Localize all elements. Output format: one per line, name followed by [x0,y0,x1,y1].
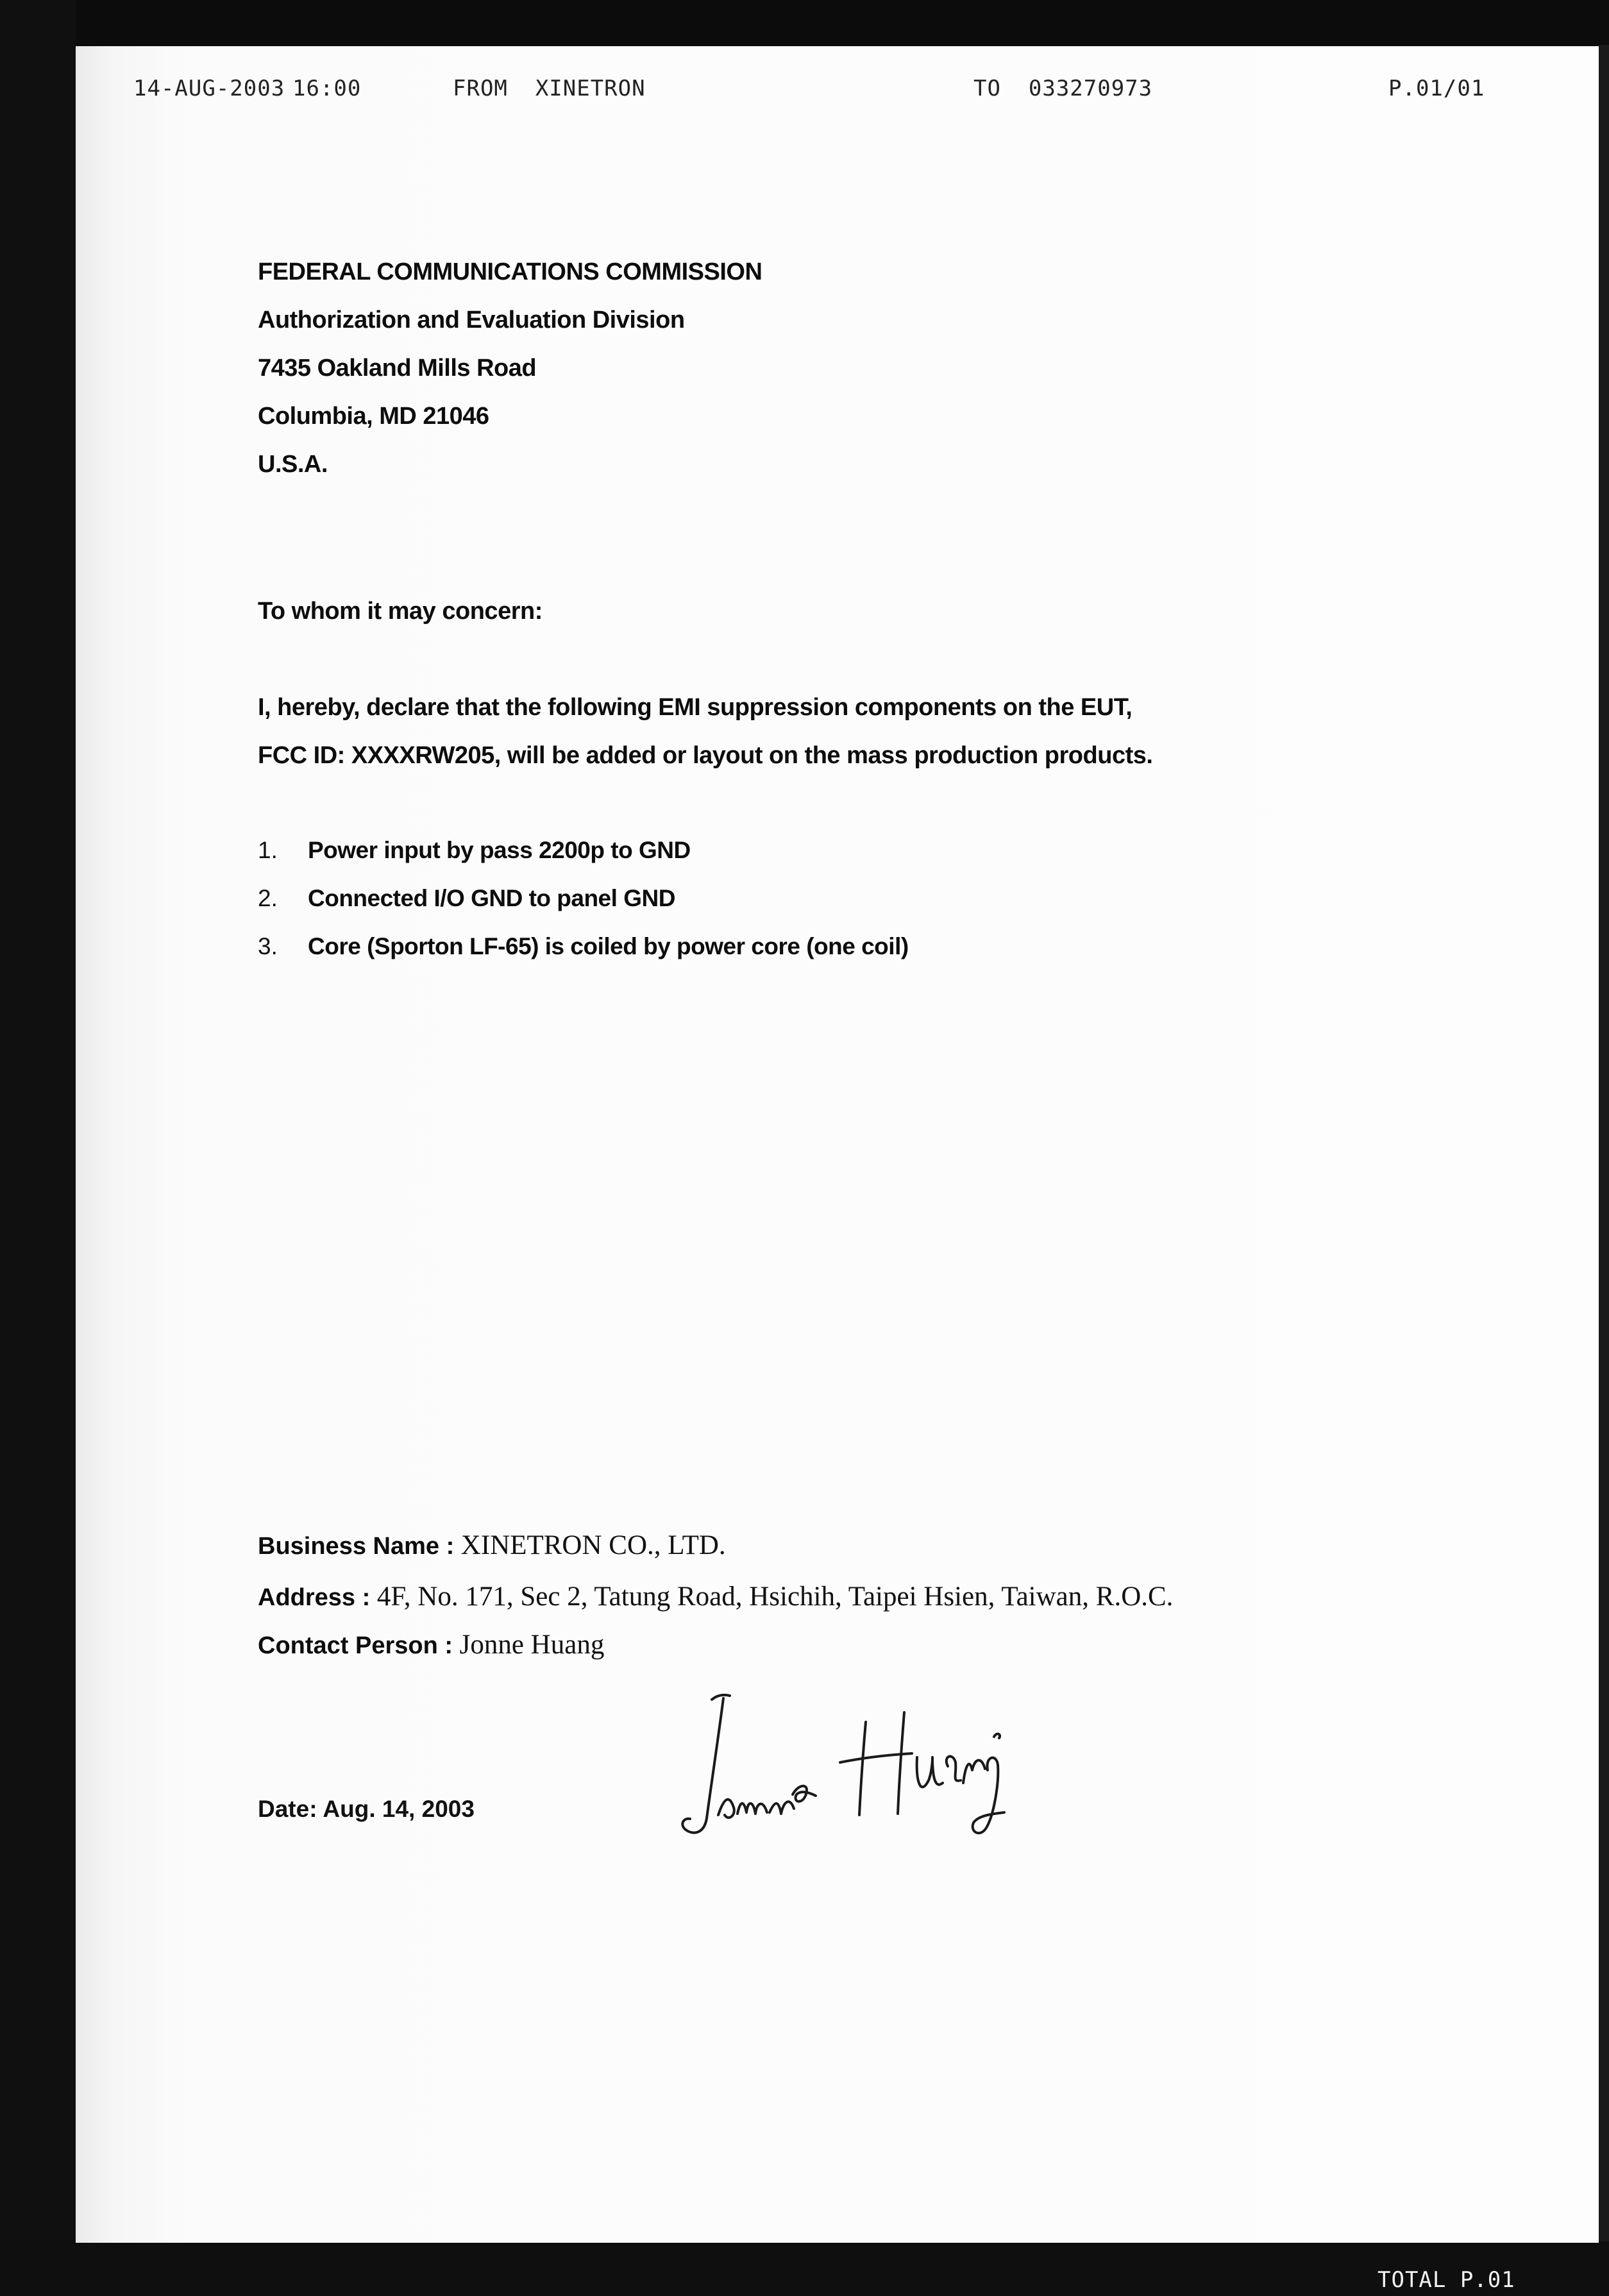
fax-total-pages: TOTAL P.01 [1377,2267,1515,2293]
contact-value: Jonne Huang [459,1630,605,1660]
scan-border-left [0,0,76,2296]
body-line-1: I, hereby, declare that the following EMI suppression components on the EUT, [258,694,1133,721]
fax-page-number: P.01/01 [1388,76,1485,101]
list-item-3-number: 3. [258,933,278,959]
contact-row [258,1629,604,1660]
list-item-2-number: 2. [258,885,278,911]
list-item-1-number: 1. [258,837,278,863]
addressee-org: FEDERAL COMMUNICATIONS COMMISSION [258,258,762,285]
contact-label: Contact Person : [258,1632,460,1659]
address-value: 4F, No. 171, Sec 2, Tatung Road, Hsichih, Taipei Hsien, Taiwan, R.O.C. [376,1582,1174,1612]
business-name-label: Business Name : [258,1533,461,1560]
address-label: Address : [258,1584,377,1611]
addressee-city: Columbia, MD 21046 [258,403,489,430]
date-line: Date: Aug. 14, 2003 [258,1796,475,1822]
business-name-row [258,1530,726,1561]
list-item-1-text: Power input by pass 2200p to GND [308,837,691,863]
addressee-street: 7435 Oakland Mills Road [258,355,537,382]
salutation: To whom it may concern: [258,598,543,625]
business-name-value: XINETRON CO., LTD. [460,1530,726,1560]
addressee-country: U.S.A. [258,451,328,478]
scan-border-right [1599,45,1609,2296]
addressee-division: Authorization and Evaluation Division [258,307,685,333]
signature [673,1687,1084,1853]
fax-time: 16:00 [292,76,362,101]
list-item-3-text: Core (Sporton LF-65) is coiled by power core (one coil) [308,933,909,959]
fax-date: 14-AUG-2003 [133,76,285,101]
fax-from: FROM XINETRON [453,76,646,101]
fax-to: TO 033270973 [973,76,1153,101]
body-line-2: FCC ID: XXXXRW205, will be added or layout on the mass production products. [258,742,1153,769]
scan-border-bottom [0,2241,1609,2296]
list-item-2-text: Connected I/O GND to panel GND [308,885,675,911]
address-row [258,1581,1173,1612]
